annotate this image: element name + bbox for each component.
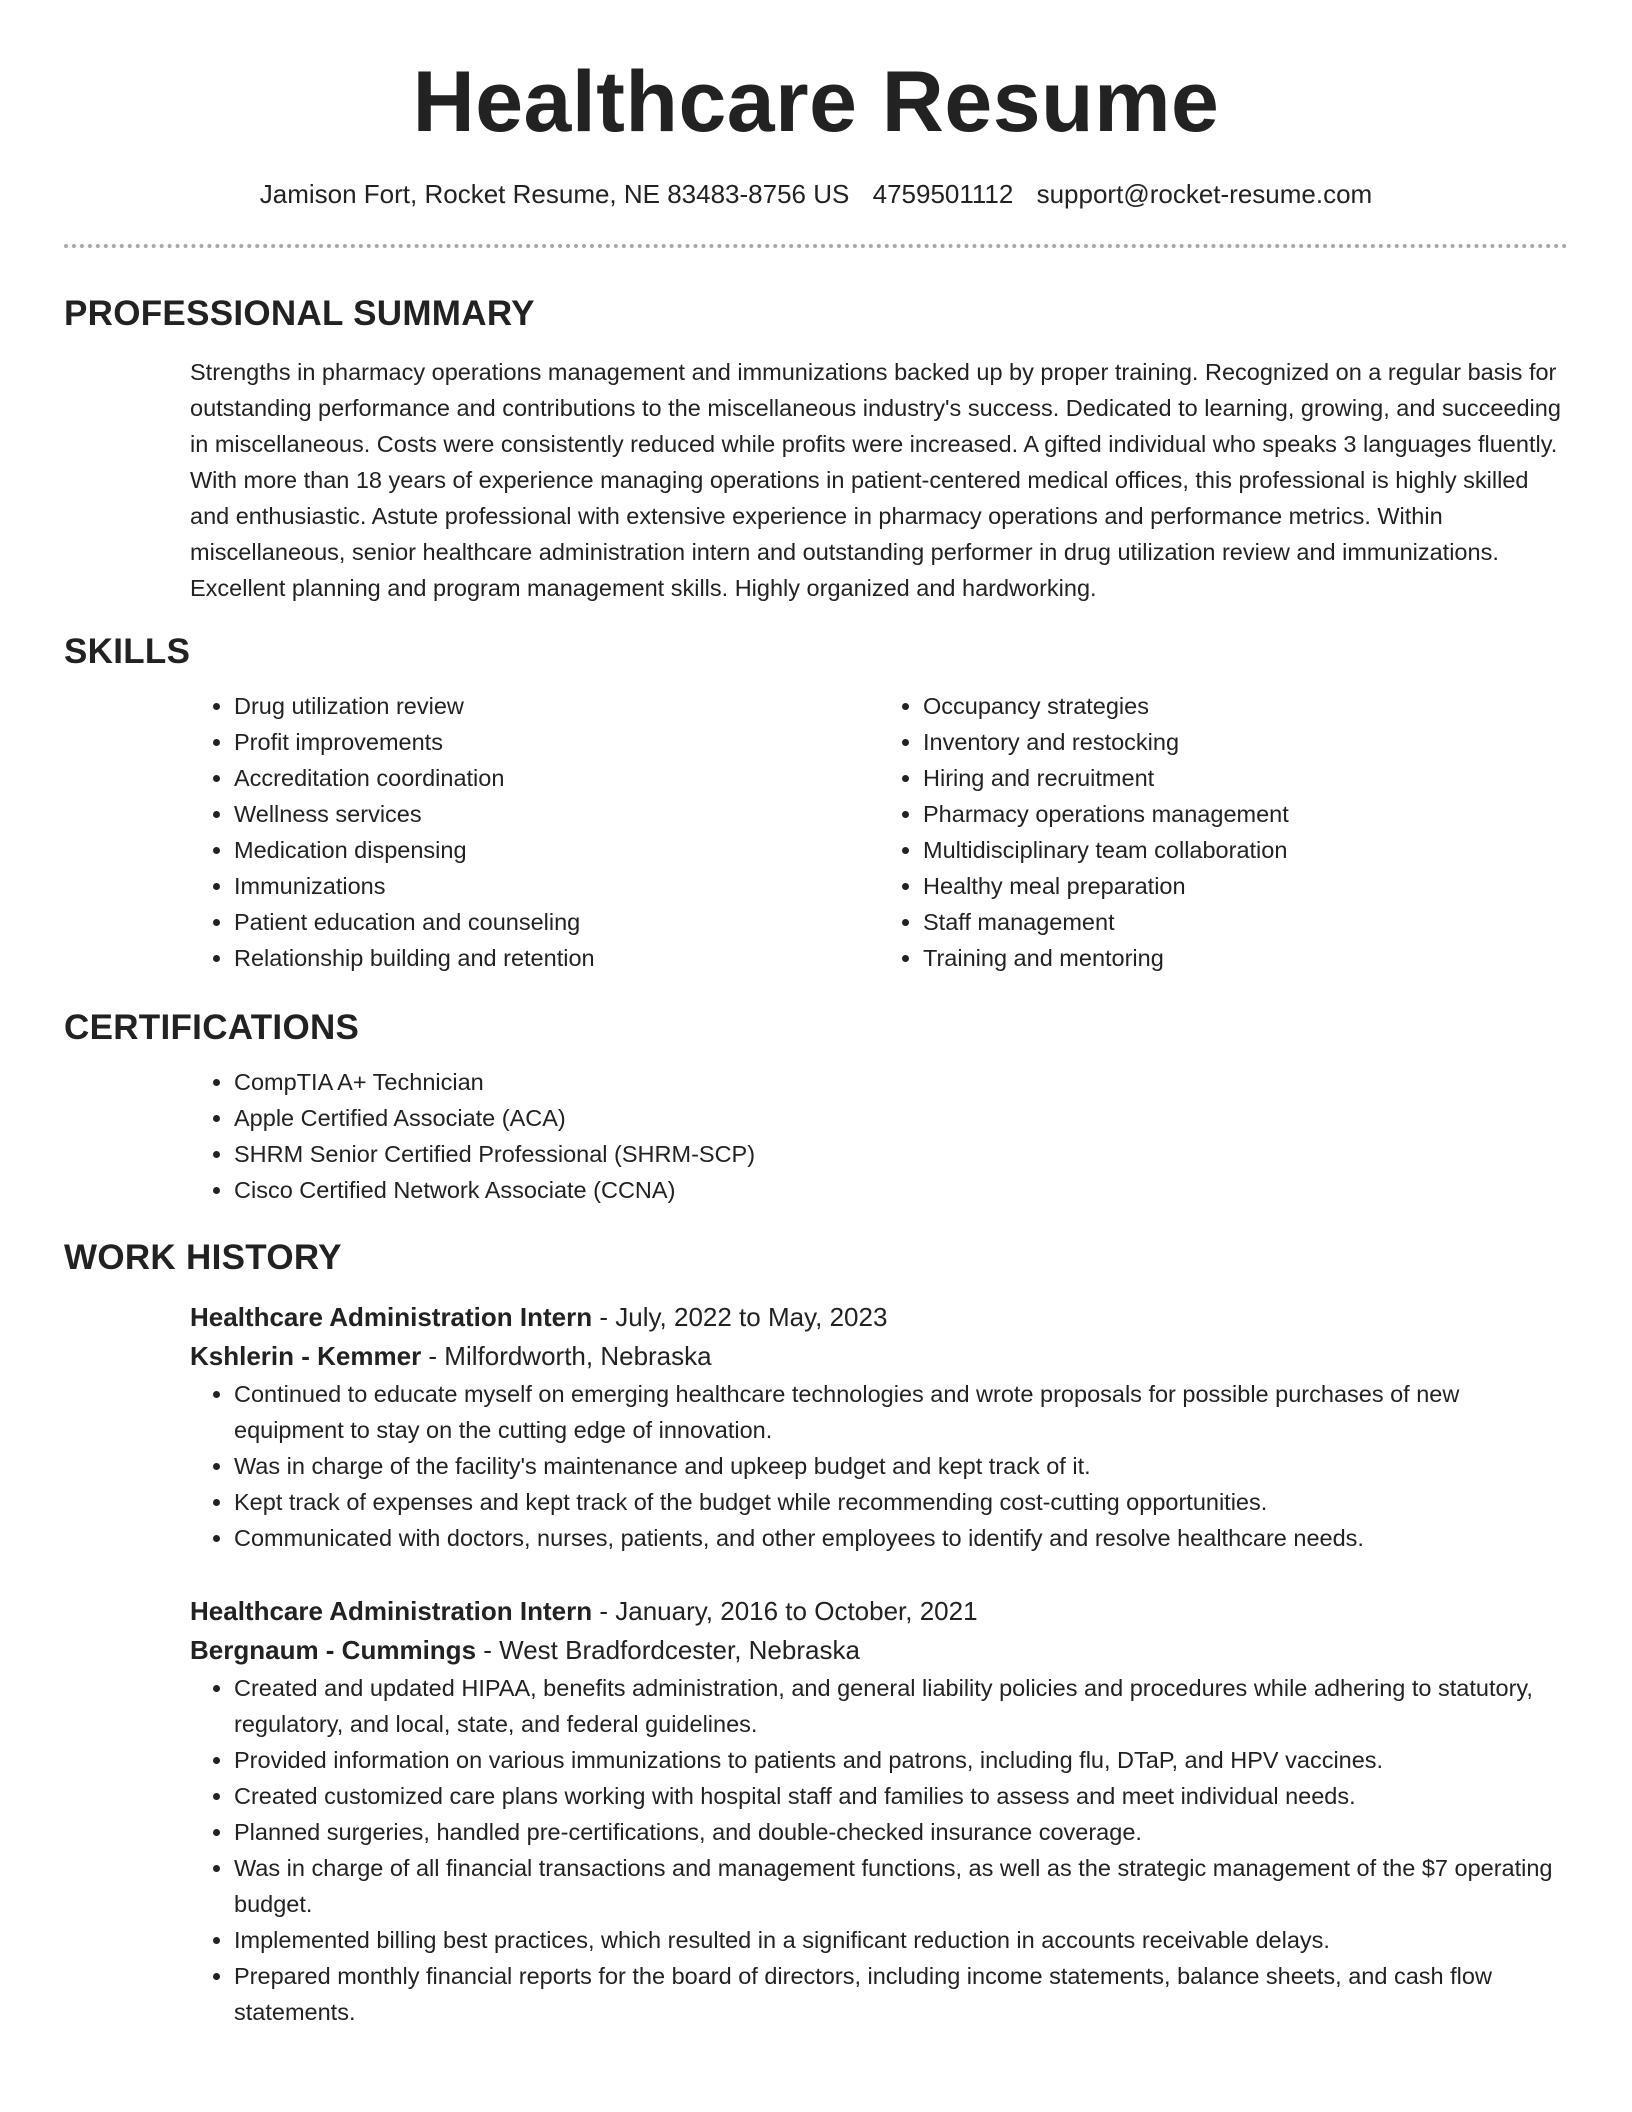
job-entry xyxy=(190,1298,1568,1556)
contact-address: Jamison Fort, Rocket Resume, NE 83483-8756 US xyxy=(259,179,850,209)
list-item: • Was in charge of the facility's maintenance and upkeep budget and kept track of it. xyxy=(234,1448,1568,1484)
job-title: Healthcare Administration Intern xyxy=(190,1596,593,1626)
contact-line xyxy=(64,178,1568,210)
job-company-line xyxy=(190,1631,1568,1670)
list-item: • Apple Certified Associate (ACA) xyxy=(234,1100,1568,1136)
section-heading-work-history: WORK HISTORY xyxy=(64,1238,342,1277)
resume-title: Healthcare Resume xyxy=(412,54,1220,150)
job-company: Kshlerin - Kemmer xyxy=(190,1341,422,1371)
list-item: • Implemented billing best practices, which resulted in a significant reduction in accounts receivable delays. xyxy=(234,1922,1568,1958)
list-item: • Cisco Certified Network Associate (CCNA) xyxy=(234,1172,1568,1208)
contact-phone: 4759501112 xyxy=(872,179,1014,209)
list-item: • Provided information on various immunizations to patients and patrons, including flu, DTaP, and HPV vaccines. xyxy=(234,1742,1568,1778)
skills-list-right xyxy=(879,688,1568,976)
section-heading-summary: PROFESSIONAL SUMMARY xyxy=(64,294,535,333)
summary-text: Strengths in pharmacy operations management and immunizations backed up by proper training. Recognized on a regular basis for outstanding performance and contributions to the miscellaneous industry's success. Dedicated to learning, growing, and succeeding in miscellaneous. Costs were consistently reduced while profits were increased. A gifted individual who speaks 3 languages fluently. With more than 18 years of experience managing operations in patient-centered medical offices, this professional is highly skilled and enthusiastic. Astute professional with extensive experience in pharmacy operations and performance metrics. Within miscellaneous, senior healthcare administration intern and outstanding performer in drug utilization review and immunizations. Excellent planning and program management skills. Highly organized and hardworking. xyxy=(190,359,1561,601)
list-item: • Inventory and restocking xyxy=(923,724,1568,760)
job-bullets xyxy=(190,1376,1568,1556)
skills-list-left xyxy=(190,688,879,976)
list-item: • Accreditation coordination xyxy=(234,760,879,796)
list-item: • Was in charge of all financial transactions and management functions, as well as the strategic management of the $7 operating budget. xyxy=(234,1850,1568,1922)
certifications-block xyxy=(190,1064,1568,1208)
job-entry xyxy=(190,1592,1568,2030)
list-item: • Medication dispensing xyxy=(234,832,879,868)
list-item: • Drug utilization review xyxy=(234,688,879,724)
resume-page xyxy=(64,0,1568,2030)
contact-email: support@rocket-resume.com xyxy=(1036,179,1373,209)
job-dates: - January, 2016 to October, 2021 xyxy=(592,1596,978,1626)
skills-grid xyxy=(190,688,1568,976)
list-item: • Planned surgeries, handled pre-certifications, and double-checked insurance coverage. xyxy=(234,1814,1568,1850)
list-item: • Created customized care plans working with hospital staff and families to assess and meet individual needs. xyxy=(234,1778,1568,1814)
job-location: - Milfordworth, Nebraska xyxy=(421,1341,712,1371)
job-bullets xyxy=(190,1670,1568,2030)
job-company: Bergnaum - Cummings xyxy=(190,1635,477,1665)
job-dates: - July, 2022 to May, 2023 xyxy=(592,1302,888,1332)
list-item: • Training and mentoring xyxy=(923,940,1568,976)
list-item: • Wellness services xyxy=(234,796,879,832)
list-item: • Occupancy strategies xyxy=(923,688,1568,724)
job-title-line xyxy=(190,1592,1568,1631)
job-title: Healthcare Administration Intern xyxy=(190,1302,593,1332)
header-divider xyxy=(64,244,1568,248)
list-item: • Multidisciplinary team collaboration xyxy=(923,832,1568,868)
list-item: • Patient education and counseling xyxy=(234,904,879,940)
list-item: • Continued to educate myself on emerging healthcare technologies and wrote proposals for possible purchases of new equipment to stay on the cutting edge of innovation. xyxy=(234,1376,1568,1448)
certifications-list xyxy=(190,1064,1568,1208)
list-item: • CompTIA A+ Technician xyxy=(234,1064,1568,1100)
list-item: • SHRM Senior Certified Professional (SHRM-SCP) xyxy=(234,1136,1568,1172)
list-item: • Prepared monthly financial reports for the board of directors, including income statements, balance sheets, and cash flow statements. xyxy=(234,1958,1568,2030)
list-item: • Hiring and recruitment xyxy=(923,760,1568,796)
list-item: • Profit improvements xyxy=(234,724,879,760)
list-item: • Created and updated HIPAA, benefits administration, and general liability policies and procedures while adhering to statutory, regulatory, and local, state, and federal guidelines. xyxy=(234,1670,1568,1742)
section-heading-skills: SKILLS xyxy=(64,632,191,671)
list-item: • Staff management xyxy=(923,904,1568,940)
job-location: - West Bradfordcester, Nebraska xyxy=(476,1635,860,1665)
job-title-line xyxy=(190,1298,1568,1337)
section-heading-certifications: CERTIFICATIONS xyxy=(64,1008,360,1047)
job-company-line xyxy=(190,1337,1568,1376)
list-item: • Relationship building and retention xyxy=(234,940,879,976)
list-item: • Kept track of expenses and kept track of the budget while recommending cost-cutting opportunities. xyxy=(234,1484,1568,1520)
list-item: • Healthy meal preparation xyxy=(923,868,1568,904)
list-item: • Immunizations xyxy=(234,868,879,904)
list-item: • Pharmacy operations management xyxy=(923,796,1568,832)
list-item: • Communicated with doctors, nurses, patients, and other employees to identify and resolve healthcare needs. xyxy=(234,1520,1568,1556)
